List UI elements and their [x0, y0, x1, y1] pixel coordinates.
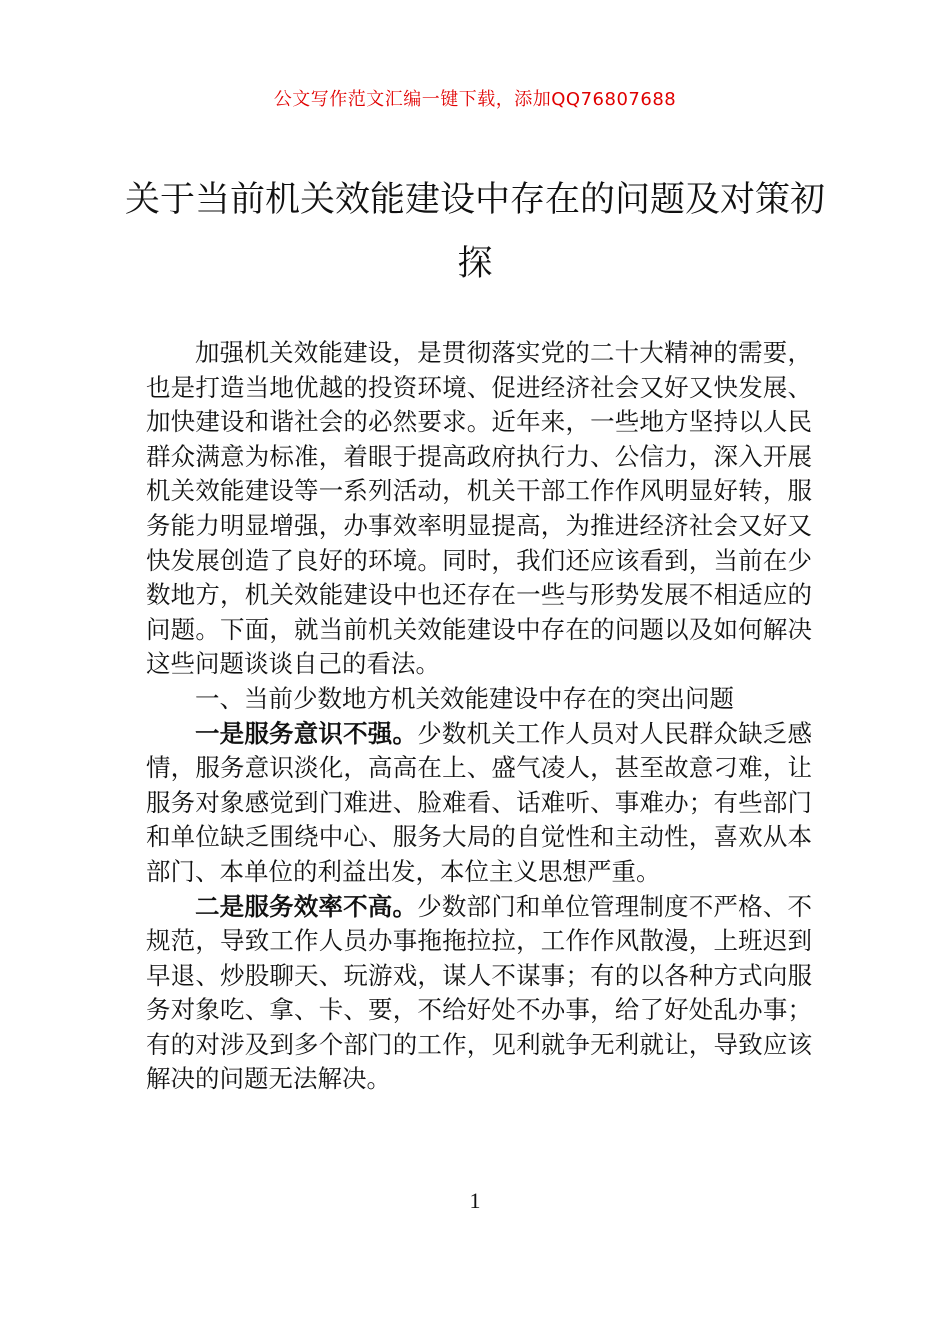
header-note: 公文写作范文汇编一键下载，添加QQ76807688: [273, 89, 677, 110]
point-lead-2: 二是服务效率不高。: [195, 891, 418, 921]
intro-paragraph: 加强机关效能建设，是贯彻落实党的二十大精神的需要，也是打造当地优越的投资环境、促进经济社会又好又快发展、加快建设和谐社会的必然要求。近年来，一些地方坚持以人民群众满意为标准，着眼于提高政府执行力、公信力，深入开展机关效能建设等一系列活动，机关干部工作作风明显好转，服务能力明显增强，办事效率明显提高，为推进经济社会又好又快发展创造了良好的环境。同时，我们还应该看到，当前在少数地方，机关效能建设中也还存在一些与形势发展不相适应的问题。下面，就当前机关效能建设中存在的问题以及如何解决这些问题谈谈自己的看法。: [146, 338, 812, 679]
document-title: 关于当前机关效能建设中存在的问题及对策初探: [124, 180, 825, 284]
document-body: [146, 336, 812, 1097]
point-paragraph-2: [146, 890, 812, 1098]
section-heading: 一、当前少数地方机关效能建设中存在的突出问题: [195, 683, 734, 713]
point-text-2: 少数部门和单位管理制度不严格、不规范，导致工作人员办事拖拖拉拉，工作作风散漫，上班迟到早退、炒股聊天、玩游戏，谋人不谋事；有的以各种方式向服务对象吃、拿、卡、要，不给好处不办事，给了好处乱办事；有的对涉及到多个部门的工作，见利就争无利就让，导致应该解决的问题无法解决。: [146, 891, 812, 1094]
point-lead-1: 一是服务意识不强。: [195, 718, 418, 748]
point-text-1: 少数机关工作人员对人民群众缺乏感情，服务意识淡化，高高在上、盛气凌人，甚至故意刁难，让服务对象感觉到门难进、脸难看、话难听、事难办；有些部门和单位缺乏围绕中心、服务大局的自觉性和主动性，喜欢从本部门、本单位的利益出发，本位主义思想严重。: [146, 718, 812, 886]
point-paragraph-1: [146, 717, 812, 890]
page-number: 1: [469, 1188, 481, 1213]
